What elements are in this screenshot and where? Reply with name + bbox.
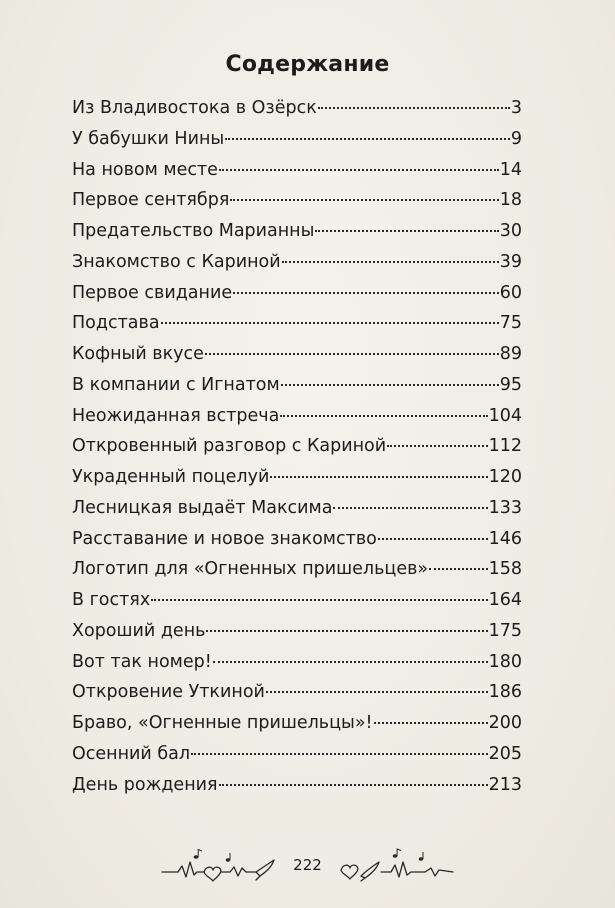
dot-leader	[191, 753, 488, 755]
dot-leader	[333, 507, 487, 509]
toc-entry-page: 39	[499, 251, 522, 272]
toc-entry-page: 200	[488, 713, 522, 733]
dot-leader	[280, 415, 487, 417]
toc-entry	[72, 529, 522, 560]
dot-leader	[151, 599, 487, 601]
toc-entry	[72, 436, 522, 467]
toc-entry	[72, 467, 522, 498]
toc-entry-title: Вот так номер!	[72, 651, 212, 672]
page-number: 222	[293, 856, 322, 874]
dot-leader	[270, 476, 487, 478]
dot-leader	[213, 661, 488, 663]
toc-entry-page: 9	[510, 128, 522, 149]
toc-entry-title: В гостях	[72, 590, 151, 610]
toc-entry	[72, 652, 522, 683]
dot-leader	[233, 292, 499, 294]
dot-leader	[161, 322, 499, 324]
toc-entry-page: 3	[510, 98, 522, 118]
toc-entry-title: Знакомство с Кариной	[72, 251, 281, 272]
toc-entry-title: Расставание и новое знакомство	[72, 528, 377, 549]
toc-entry-title: Украденный поцелуй	[72, 467, 270, 487]
dot-leader	[315, 230, 498, 232]
toc-entry-page: 205	[488, 743, 522, 764]
dot-leader	[318, 107, 510, 109]
toc-entry	[72, 590, 522, 621]
toc-entry-page: 18	[499, 190, 522, 211]
toc-entry-title: В компании с Игнатом	[72, 374, 280, 395]
dot-leader	[429, 568, 487, 570]
toc-entry-title: Первое свидание	[72, 282, 233, 303]
toc-entry-title: Лесницкая выдаёт Максима	[72, 497, 333, 518]
table-of-contents	[72, 98, 522, 805]
toc-entry-page: 60	[499, 282, 522, 303]
dot-leader	[387, 445, 487, 447]
toc-entry-title: Подстава	[72, 313, 160, 334]
dot-leader	[205, 353, 499, 355]
toc-entry-title: Логотип для «Огненных пришельцев»	[72, 559, 429, 580]
dot-leader	[219, 784, 488, 786]
toc-entry-page: 104	[488, 405, 522, 426]
toc-entry-page: 175	[488, 620, 522, 641]
toc-entry-title: Осенний бал	[72, 743, 191, 764]
toc-entry-title: День рождения	[72, 774, 218, 795]
toc-entry-page: 158	[488, 559, 522, 580]
dot-leader	[378, 538, 488, 540]
dot-leader	[206, 630, 487, 632]
dot-leader	[225, 138, 510, 140]
toc-entry	[72, 375, 522, 406]
toc-entry-title: Хороший день	[72, 620, 206, 641]
toc-entry-title: Кофный вкусе	[72, 344, 204, 364]
toc-entry	[72, 744, 522, 775]
toc-entry	[72, 406, 522, 437]
toc-entry-title: Неожиданная встреча	[72, 405, 280, 426]
toc-entry	[72, 252, 522, 283]
toc-entry	[72, 313, 522, 344]
dot-leader	[219, 169, 499, 171]
page-title: Содержание	[225, 52, 390, 77]
toc-entry-page: 213	[488, 774, 522, 795]
toc-entry	[72, 221, 522, 252]
toc-entry-title: Первое сентября	[72, 190, 230, 211]
toc-entry-page: 180	[488, 651, 522, 672]
toc-entry-page: 133	[488, 497, 522, 518]
toc-entry	[72, 498, 522, 529]
toc-entry-page: 186	[488, 682, 522, 703]
dot-leader	[266, 691, 488, 693]
toc-entry-title: Предательство Марианны	[72, 221, 315, 241]
toc-entry-page: 112	[488, 436, 522, 457]
toc-entry-title: Откровенный разговор с Кариной	[72, 436, 387, 457]
toc-entry	[72, 775, 522, 806]
toc-entry-title: Браво, «Огненные пришельцы»!	[72, 713, 373, 733]
toc-entry-page: 95	[499, 374, 522, 395]
toc-entry	[72, 283, 522, 314]
toc-entry-page: 14	[499, 159, 522, 180]
page-footer	[0, 848, 615, 884]
toc-entry-page: 75	[499, 313, 522, 334]
toc-entry-page: 164	[488, 590, 522, 610]
toc-entry	[72, 682, 522, 713]
dot-leader	[281, 384, 499, 386]
toc-entry	[72, 129, 522, 160]
toc-entry	[72, 190, 522, 221]
dot-leader	[282, 261, 499, 263]
dot-leader	[374, 722, 488, 724]
toc-entry	[72, 160, 522, 191]
toc-entry	[72, 559, 522, 590]
music-heartbeat-ornament-icon	[335, 848, 455, 884]
toc-entry-title: На новом месте	[72, 159, 218, 180]
toc-entry-title: Откровение Уткиной	[72, 682, 265, 703]
toc-entry	[72, 713, 522, 744]
toc-entry	[72, 344, 522, 375]
toc-entry	[72, 621, 522, 652]
toc-entry-title: Из Владивостока в Озёрск	[72, 98, 317, 118]
toc-entry-title: У бабушки Нины	[72, 128, 225, 149]
toc-entry-page: 30	[499, 221, 522, 241]
toc-entry-page: 146	[488, 528, 522, 549]
dot-leader	[230, 199, 498, 201]
toc-entry-page: 89	[499, 344, 522, 364]
toc-entry	[72, 98, 522, 129]
toc-entry-page: 120	[488, 467, 522, 487]
